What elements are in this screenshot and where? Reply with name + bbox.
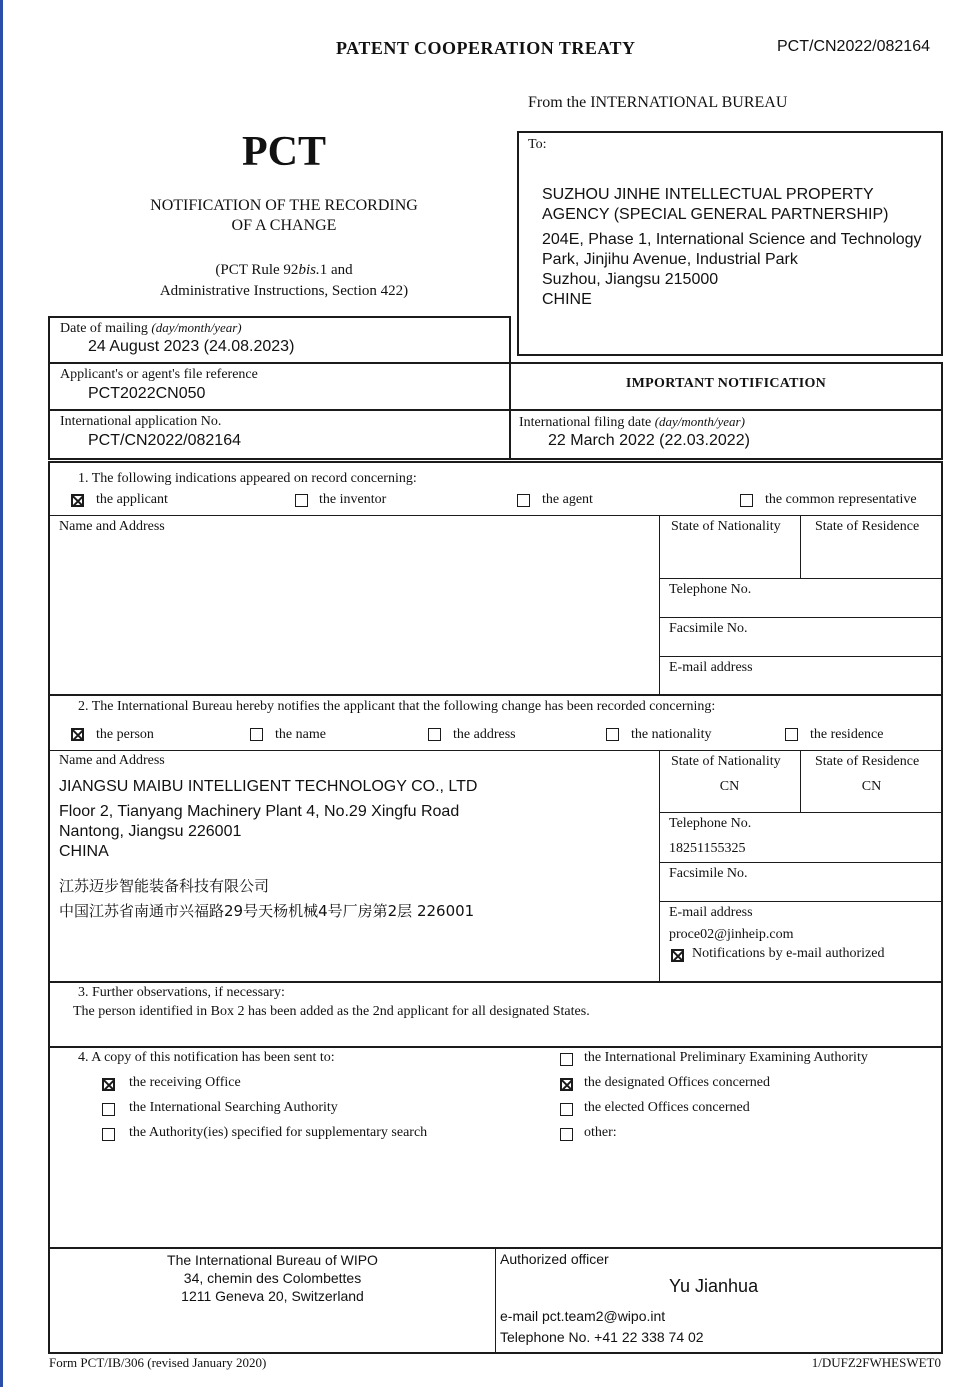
file-reference-value: PCT2022CN050 [88, 385, 206, 402]
checkbox-common-representative[interactable] [740, 494, 753, 507]
box-2-divider [48, 750, 943, 751]
wipo-address-line-2: 34, chemin des Colombettes [183, 1270, 362, 1286]
notification-title-line-2: OF A CHANGE [231, 217, 337, 234]
treaty-title: PATENT COOPERATION TREATY [336, 38, 636, 58]
checkbox-person[interactable] [71, 728, 84, 741]
box-1-email-label: E-mail address [669, 660, 753, 675]
box-1-facsimile-label: Facsimile No. [669, 621, 748, 636]
box-2-name-address-label: Name and Address [59, 753, 165, 768]
checkbox-inventor[interactable] [295, 494, 308, 507]
checkbox-other[interactable] [560, 1128, 573, 1141]
box-2-row-divider-2 [659, 862, 943, 863]
checkbox-person-label: the person [96, 727, 154, 742]
checkbox-preliminary-examining-authority-label: the International Preliminary Examining Authority [584, 1050, 868, 1065]
wipo-address-line-3: 1211 Geneva 20, Switzerland [181, 1288, 364, 1304]
filing-date-label-italic: (day/month/year) [654, 414, 745, 429]
checkbox-address-label: the address [453, 727, 516, 742]
new-person-chinese-address: 中国江苏省南通市兴福路29号天杨机械4号厂房第2层 226001 [59, 902, 475, 920]
box-1-row-divider-2 [659, 617, 943, 618]
checkbox-nationality[interactable] [606, 728, 619, 741]
box-2-facsimile-label: Facsimile No. [669, 866, 748, 881]
box-2-row-divider-1 [659, 812, 943, 813]
box-2-email-label: E-mail address [669, 905, 753, 920]
box-3-observation: The person identified in Box 2 has been added as the 2nd applicant for all designated States. [73, 1004, 590, 1019]
box-3-heading: 3. Further observations, if necessary: [78, 985, 285, 1000]
checkbox-name-label: the name [275, 727, 326, 742]
date-label-text: Date of mailing [60, 321, 148, 336]
checkbox-designated-offices[interactable] [560, 1078, 573, 1091]
checkbox-receiving-office-label: the receiving Office [129, 1075, 241, 1090]
checkbox-international-searching-authority[interactable] [102, 1103, 115, 1116]
box-1-divider [48, 515, 943, 516]
box-2-row-divider-3 [659, 901, 943, 902]
checkbox-residence-label: the residence [810, 727, 884, 742]
officer-name: Yu Jianhua [669, 1276, 759, 1296]
checkbox-email-authorized[interactable] [671, 949, 684, 962]
date-of-mailing-value: 24 August 2023 (24.08.2023) [88, 338, 295, 355]
addressee-address-line-3: Suzhou, Jiangsu 215000 [542, 271, 719, 288]
checkbox-agent[interactable] [517, 494, 530, 507]
new-person-address-line-3: CHINA [59, 843, 109, 860]
checkbox-other-label: other: [584, 1125, 617, 1140]
checkbox-email-authorized-label: Notifications by e-mail authorized [692, 946, 885, 961]
important-notification: IMPORTANT NOTIFICATION [625, 376, 827, 391]
addressee-name-line-2: AGENCY (SPECIAL GENERAL PARTNERSHIP) [542, 206, 889, 223]
new-person-chinese-name: 江苏迈步智能装备科技有限公司 [59, 877, 270, 895]
new-person-address-line-2: Nantong, Jiangsu 226001 [59, 823, 242, 840]
addressee-address-line-4: CHINE [542, 291, 592, 308]
pct-number: PCT/CN2022/082164 [777, 38, 930, 55]
box-2-nationality-label: State of Nationality [671, 754, 781, 769]
document-code: 1/DUFZ2FWHESWET0 [811, 1355, 941, 1370]
rule-prefix: (PCT Rule 92 [215, 262, 299, 278]
authority-footer-divider [495, 1247, 496, 1354]
new-person-name-line-1: JIANGSU MAIBU INTELLIGENT TECHNOLOGY CO., LTD [59, 778, 478, 795]
rule-suffix: 1 and [319, 262, 353, 278]
checkbox-receiving-office[interactable] [102, 1078, 115, 1091]
international-application-value: PCT/CN2022/082164 [88, 432, 241, 449]
date-label-italic: (day/month/year) [151, 320, 242, 335]
addressee-address-line-2: Park, Jinjihu Avenue, Industrial Park [542, 251, 798, 268]
checkbox-residence[interactable] [785, 728, 798, 741]
checkbox-supplementary-search-authority[interactable] [102, 1128, 115, 1141]
box-2-residence-value: CN [861, 779, 882, 794]
box-1-nationality-label: State of Nationality [671, 519, 781, 534]
box-1-name-address-label: Name and Address [59, 519, 165, 534]
pct-logo: PCT [242, 129, 326, 175]
authorized-officer-label: Authorized officer [500, 1251, 609, 1267]
checkbox-international-searching-authority-label: the International Searching Authority [129, 1100, 338, 1115]
checkbox-elected-offices-label: the elected Offices concerned [584, 1100, 750, 1115]
box-2-email-value: proce02@jinheip.com [669, 927, 794, 942]
box-1-residence-label: State of Residence [815, 519, 920, 534]
checkbox-elected-offices[interactable] [560, 1103, 573, 1116]
addressee-address-line-1: 204E, Phase 1, International Science and Technology [542, 231, 922, 248]
international-application-label: International application No. [60, 414, 222, 429]
checkbox-agent-label: the agent [542, 492, 593, 507]
box-1-telephone-label: Telephone No. [669, 582, 752, 597]
box-1-column-divider [659, 515, 660, 696]
rule-bis: bis. [298, 262, 320, 278]
date-of-mailing-label [60, 320, 242, 337]
box-2-heading: 2. The International Bureau hereby notifies the applicant that the following change has been recorded concerning: [78, 699, 716, 714]
box-2-nationality-value: CN [719, 779, 740, 794]
filing-date-value: 22 March 2022 (22.03.2022) [548, 432, 750, 449]
wipo-address-line-1: The International Bureau of WIPO [167, 1252, 378, 1268]
box-2-telephone-label: Telephone No. [669, 816, 752, 831]
officer-email: e-mail pct.team2@wipo.int [500, 1308, 666, 1324]
file-reference-label: Applicant's or agent's file reference [60, 367, 258, 382]
new-person-address-line-1: Floor 2, Tianyang Machinery Plant 4, No.29 Xingfu Road [59, 803, 460, 820]
box-1-heading: 1. The following indications appeared on record concerning: [78, 471, 417, 486]
box-4-heading: 4. A copy of this notification has been sent to: [78, 1050, 335, 1065]
box-2-telephone-value: 18251155325 [669, 841, 746, 856]
from-line: From the INTERNATIONAL BUREAU [528, 94, 788, 111]
checkbox-nationality-label: the nationality [631, 727, 712, 742]
officer-telephone: Telephone No. +41 22 338 74 02 [500, 1329, 704, 1345]
addressee-name-line-1: SUZHOU JINHE INTELLECTUAL PROPERTY [542, 186, 874, 203]
checkbox-applicant[interactable] [71, 494, 84, 507]
checkbox-inventor-label: the inventor [319, 492, 387, 507]
checkbox-preliminary-examining-authority[interactable] [560, 1053, 573, 1066]
checkbox-name[interactable] [250, 728, 263, 741]
notification-title-line-1: NOTIFICATION OF THE RECORDING [150, 197, 418, 214]
checkbox-designated-offices-label: the designated Offices concerned [584, 1075, 770, 1090]
rule-line-1 [84, 262, 484, 279]
checkbox-applicant-label: the applicant [96, 492, 168, 507]
checkbox-address[interactable] [428, 728, 441, 741]
box-1-row-divider-1 [659, 578, 943, 579]
filing-date-label [519, 414, 745, 431]
checkbox-supplementary-search-authority-label: the Authority(ies) specified for supplementary search [129, 1125, 428, 1140]
form-identifier: Form PCT/IB/306 (revised January 2020) [49, 1355, 267, 1370]
rule-line-2: Administrative Instructions, Section 422) [159, 283, 409, 299]
left-edge-bar [0, 0, 3, 1387]
box-1-nationality-divider [800, 515, 801, 578]
box-2-residence-label: State of Residence [815, 754, 920, 769]
filing-date-label-text: International filing date [519, 415, 652, 430]
checkbox-common-representative-label: the common representative [765, 492, 917, 507]
to-label: To: [528, 137, 547, 152]
box-1-row-divider-3 [659, 656, 943, 657]
